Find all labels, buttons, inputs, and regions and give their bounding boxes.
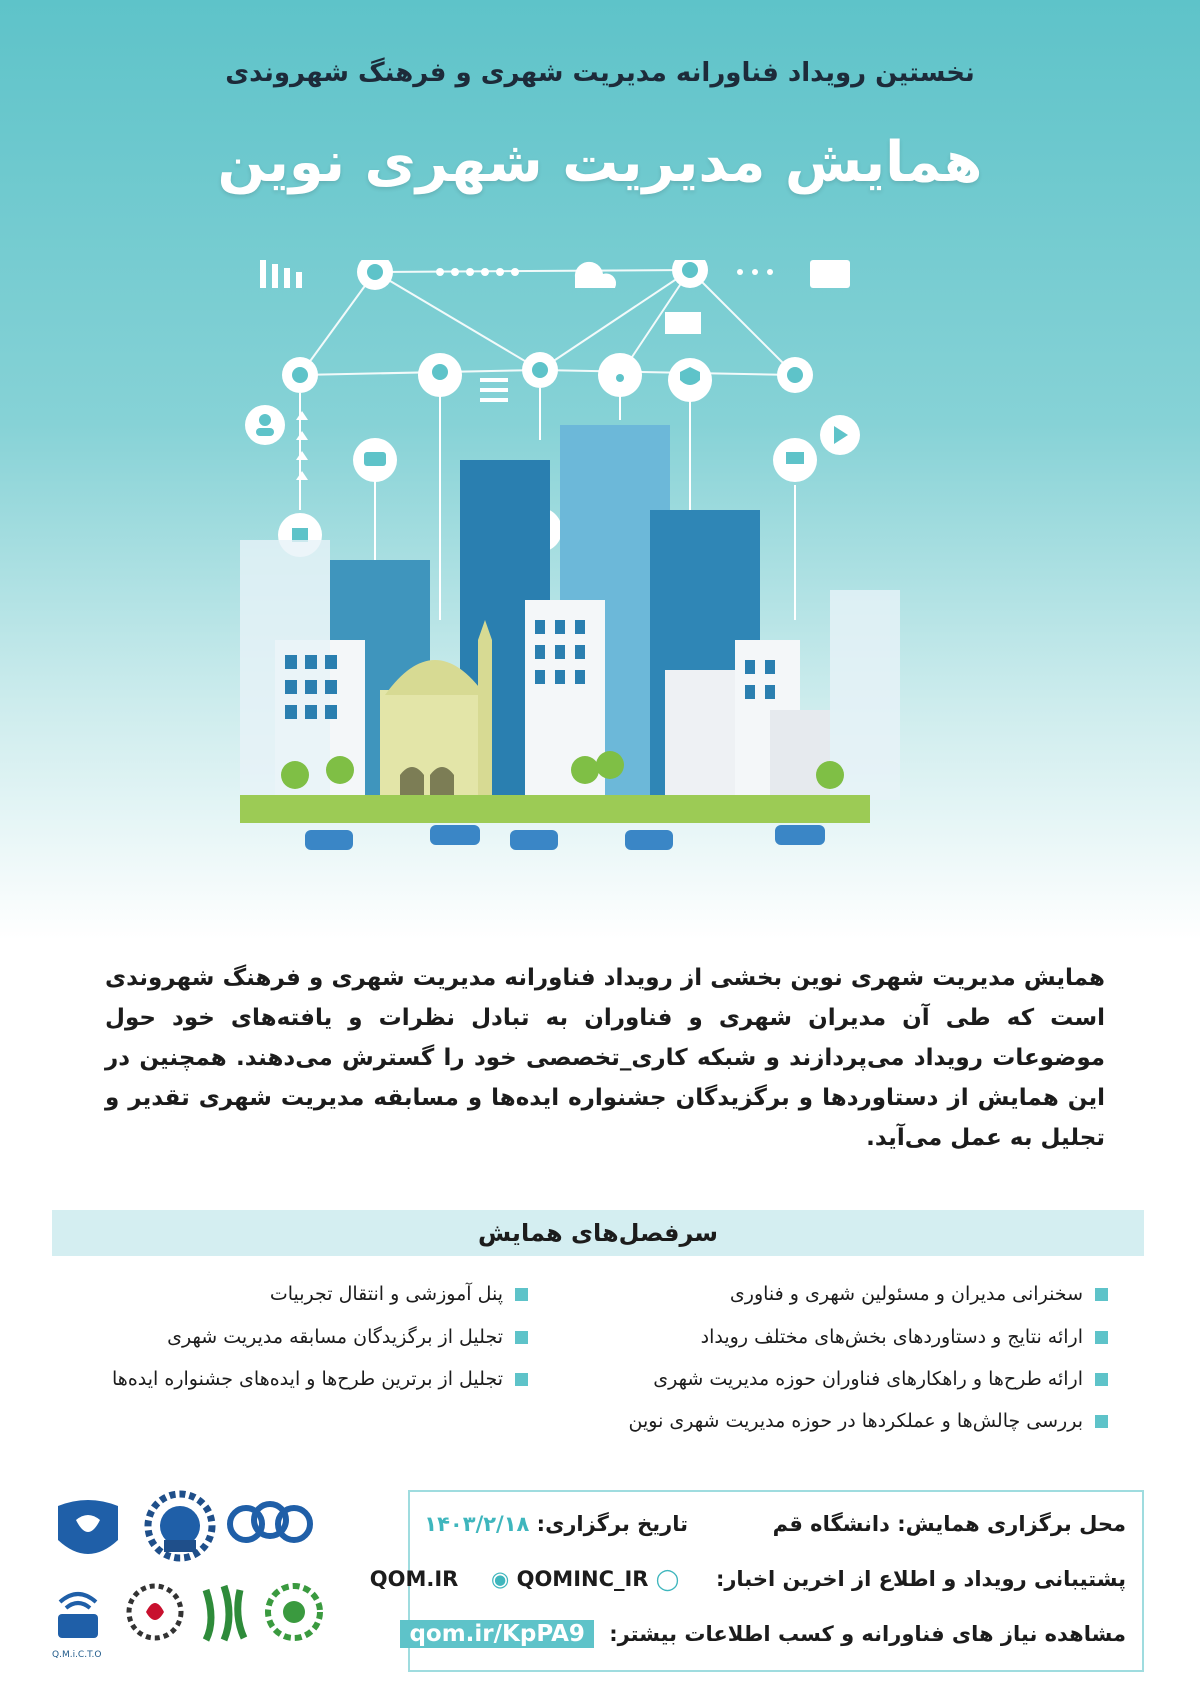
- qom-municipality-logo: [262, 1582, 326, 1652]
- event-subtitle: نخستین رویداد فناورانه مدیریت شهری و فرهنگ شهروندی: [225, 58, 975, 88]
- website-link[interactable]: QOM.IR: [369, 1567, 459, 1591]
- topic-item: ارائه طرح‌ها و راهکارهای فناوران حوزه مدیریت شهری: [653, 1368, 1108, 1390]
- topic-item: تجلیل از برگزیدگان مسابقه مدیریت شهری: [167, 1326, 528, 1348]
- intro-paragraph: همایش مدیریت شهری نوین بخشی از رویداد فناورانه مدیریت شهری و فرهنگ شهروندی است که طی آن مدیران شهری و فناوران به تبادل نظرات و یافته‌های خود حول موضوعات رویداد می‌پردازند و شبکه کاری_تخصصی خود را گسترش می‌دهند. همچنین در این همایش از دستاوردها و برگزیدگان جشنواره ایده‌ها و مسابقه مدیریت شهری تقدیر و تجلیل به عمل می‌آید.: [105, 965, 1105, 1151]
- topic-item: تجلیل از برترین طرح‌ها و ایده‌های جشنواره ایده‌ها: [112, 1368, 528, 1390]
- event-title: همایش مدیریت شهری نوین: [217, 130, 983, 195]
- government-emblem-logo: [52, 1498, 124, 1564]
- topic-item: سخنرانی مدیران و مسئولین شهری و فناوری: [730, 1283, 1108, 1305]
- bullet-square-icon: [515, 1331, 528, 1344]
- city-council-logo: [122, 1582, 188, 1652]
- event-date: ۱۴۰۳/۲/۱۸: [424, 1512, 530, 1536]
- bullet-square-icon: [1095, 1415, 1108, 1428]
- topic-item: بررسی چالش‌ها و عملکردها در حوزه مدیریت شهری نوین: [629, 1410, 1109, 1432]
- provincial-organization-logo: [196, 1582, 252, 1652]
- bullet-square-icon: [515, 1373, 528, 1386]
- topic-item: ارائه نتایج و دستاوردهای بخش‌های مختلف رویداد: [701, 1326, 1108, 1348]
- globe-icon: ◯: [655, 1567, 680, 1591]
- qmicto-logo: [52, 1588, 104, 1644]
- social-app-icon: ◉: [490, 1567, 510, 1591]
- venue-row: محل برگزاری همایش: دانشگاه قم تاریخ برگزاری: ۱۴۰۳/۲/۱۸: [424, 1512, 1126, 1536]
- event-info-box: [369, 1490, 1144, 1672]
- needs-row: مشاهده نیاز های فناورانه و کسب اطلاعات بیشتر: qom.ir/KpPA9: [400, 1620, 1126, 1648]
- bullet-square-icon: [1095, 1331, 1108, 1344]
- needs-link[interactable]: qom.ir/KpPA9: [400, 1620, 593, 1648]
- support-row: پشتیبانی رویداد و اطلاع از اخرین اخبار: ◯ QOM.IR ◉ QOMINC_IR: [369, 1567, 1126, 1591]
- smart-city-illustration: [240, 260, 960, 930]
- bullet-square-icon: [1095, 1373, 1108, 1386]
- bullet-square-icon: [515, 1288, 528, 1301]
- qmicto-caption: Q.M.i.C.T.O: [52, 1650, 102, 1660]
- organization-logo: [224, 1498, 316, 1560]
- social-handle-link[interactable]: QOMINC_IR: [516, 1567, 649, 1591]
- university-gear-logo: [142, 1490, 218, 1564]
- topics-heading: سرفصل‌های همایش: [52, 1210, 1144, 1256]
- topic-item: پنل آموزشی و انتقال تجربیات: [270, 1283, 528, 1305]
- bullet-square-icon: [1095, 1288, 1108, 1301]
